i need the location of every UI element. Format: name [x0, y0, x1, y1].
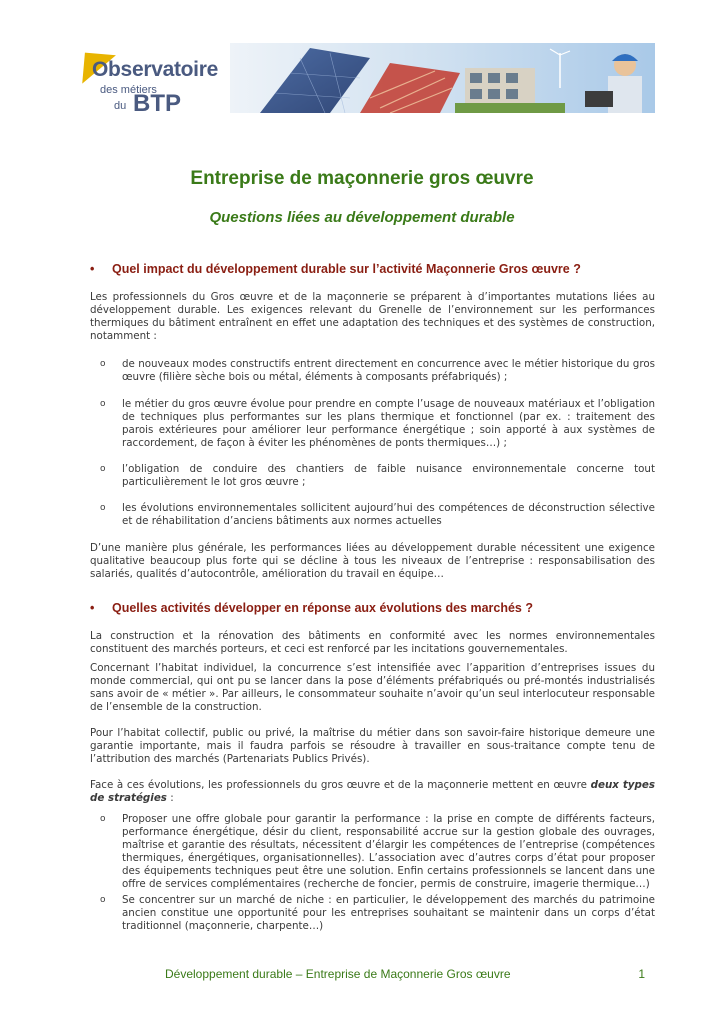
section2-p4-end: :	[166, 792, 174, 804]
section2-p1: La construction et la rénovation des bâtiments en conformité avec les normes environnementales constituent des marchés porteurs, et ceci est renforcé par les incitations gouvernementales.	[90, 630, 655, 655]
list-item-text: Se concentrer sur un marché de niche : en particulier, le développement des marchés du patrimoine ancien constitue une opportunité pour les entreprises souhaitant se maintenir dans un corps d’état traditionnel (maçonnerie, charpente…)	[122, 894, 655, 932]
list-marker: o	[100, 503, 106, 513]
logo-btp: BTP	[133, 90, 181, 117]
question-2	[90, 601, 660, 615]
bullet: •	[90, 601, 95, 615]
list-item-text: les évolutions environnementales sollicitent aujourd’hui des compétences de déconstruction sélective et de réhabilitation d’anciens bâtiments aux normes actuelles	[122, 502, 655, 527]
list-marker: o	[100, 895, 106, 905]
list-marker: o	[100, 464, 106, 474]
section2-p4-emph: deux types de stratégies	[90, 779, 655, 804]
observatoire-logo	[70, 40, 240, 120]
section1-conclusion: D’une manière plus générale, les performances liées au développement durable nécessitent une exigence qualitative beaucoup plus forte qui se décline à tous les niveaux de l’entreprise : responsabilisation des salariés, qualités d’autocontrôle, amélioration du travail en équipe…	[90, 542, 655, 580]
list-item-text: le métier du gros œuvre évolue pour prendre en compte l’usage de nouveaux matériaux et l’obligation de techniques plus performantes sur les plans thermique et fonctionnel (par ex. : traitement des parois extérieures pour améliorer leur performance énergétique ; soin apporté à aux systèmes de raccordement, de façon à éviter les phénomènes de ponts thermiques…) ;	[122, 398, 655, 449]
logo-du: du	[114, 100, 127, 112]
list-marker: o	[100, 359, 106, 369]
list-item-text: l’obligation de conduire des chantiers de faible nuisance environnementale concerne tout particulièrement le lot gros œuvre ;	[122, 463, 655, 488]
page-subtitle: Questions liées au développement durable	[209, 209, 515, 226]
list-item	[100, 894, 655, 933]
list-item	[100, 398, 655, 450]
question-1	[90, 262, 660, 276]
list-item-text: Proposer une offre globale pour garantir la performance : la prise en compte de différents facteurs, performance énergétique, désir du client, responsabilité accrue sur la gestion globale des ouvrages, maîtrise et garantie des résultats, nécessitent d’élargir les compétences de l’entreprise (compétences thermiques, énergétiques, organisationnelles). L’association avec d’autres corps d’état pour proposer des équipements techniques peut être une solution. Enfin certains professionnels se lancent dans une offre de services complémentaires (recherche de foncier, permis de construire, imagerie thermique…)	[122, 813, 655, 890]
question-2-text: Quelles activités développer en réponse aux évolutions des marchés ?	[112, 601, 533, 615]
section2-p3: Pour l’habitat collectif, public ou privé, la maîtrise du métier dans son savoir-faire historique demeure une garantie importante, mais il faudra parfois se résoudre à travailler en sous-traitance compte tenu de l’attribution des marchés (Partenariats Publics Privés).	[90, 727, 655, 765]
list-item	[100, 813, 655, 891]
logo-line1: Observatoire	[92, 58, 218, 81]
list-item	[100, 358, 655, 384]
section2-p4-start: Face à ces évolutions, les professionnels du gros œuvre et de la maçonnerie mettent en œuvre	[90, 779, 591, 791]
section2-p4	[90, 779, 655, 805]
header-banner-image	[230, 43, 655, 113]
list-item-text: de nouveaux modes constructifs entrent directement en concurrence avec le métier historique du gros œuvre (filière sèche bois ou métal, éléments à composants préfabriqués) ;	[122, 358, 655, 383]
footer-text: Développement durable – Entreprise de Maçonnerie Gros œuvre	[165, 967, 511, 981]
section1-intro: Les professionnels du Gros œuvre et de la maçonnerie se préparent à d’importantes mutations liées au développement durable. Les exigences relevant du Grenelle de l’environnement sur les performances thermiques du bâtiment entraînent en effet une adaptation des techniques et des systèmes de construction, notamment :	[90, 291, 655, 342]
list-marker: o	[100, 399, 106, 409]
logo-line2: des métiers	[100, 84, 157, 96]
section2-p2: Concernant l’habitat individuel, la concurrence s’est intensifiée avec l’apparition d’entreprises issues du monde commercial, qui ont pu se lancer dans la pose d’éléments préfabriqués ou pré-montés industrialisés sans avoir de « métier ». Par ailleurs, le consommateur souhaite n’avoir qu’un seul interlocuteur responsable de l’ensemble de la construction.	[90, 662, 655, 713]
bullet: •	[90, 262, 95, 276]
list-item	[100, 463, 655, 489]
list-item	[100, 502, 655, 528]
page-title: Entreprise de maçonnerie gros œuvre	[190, 168, 534, 189]
page-number: 1	[638, 967, 645, 981]
list-marker: o	[100, 814, 106, 824]
question-1-text: Quel impact du développement durable sur l’activité Maçonnerie Gros œuvre ?	[112, 262, 581, 276]
